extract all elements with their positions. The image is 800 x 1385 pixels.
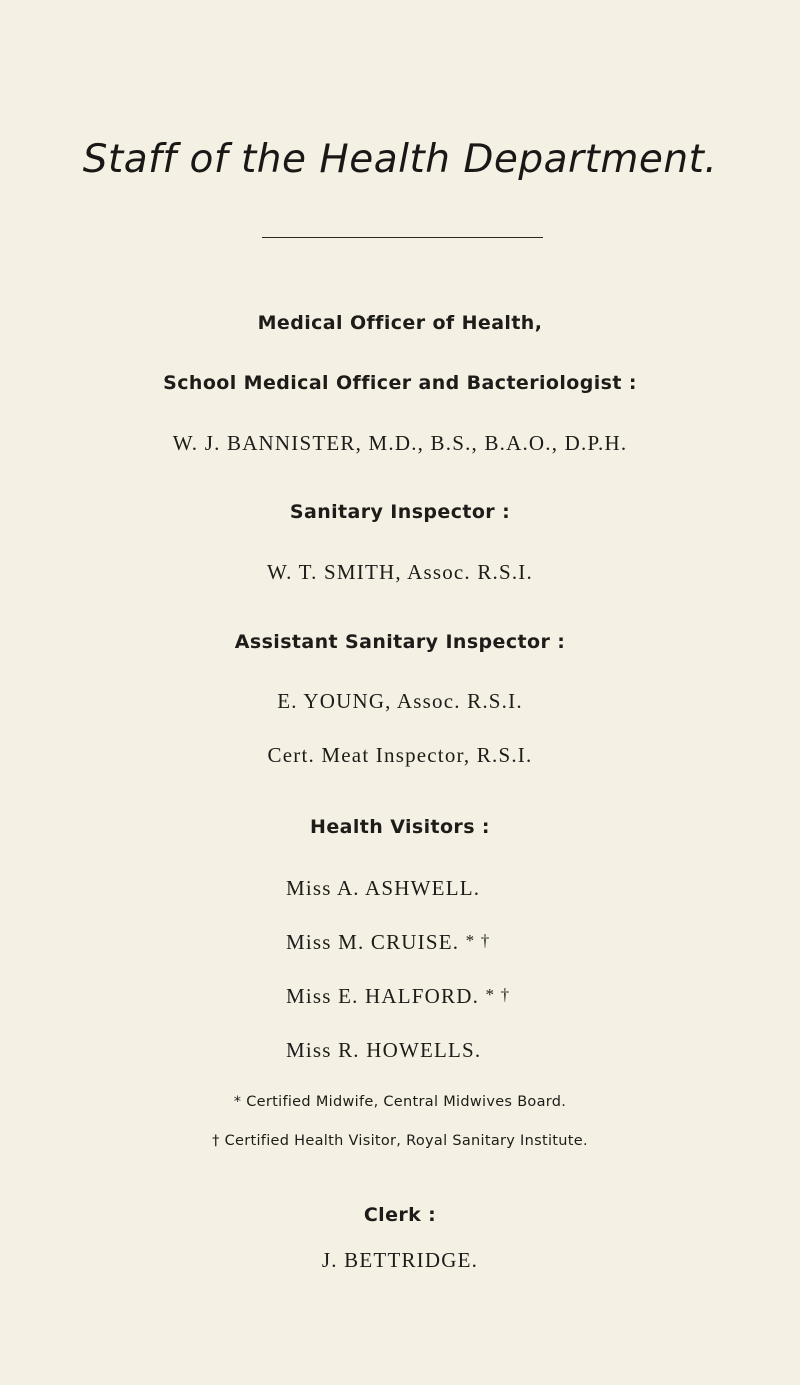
title-divider [262, 237, 543, 238]
footnote-health-visitor: † Certified Health Visitor, Royal Sanitary Institute. [212, 1133, 588, 1149]
medical-officer-heading-line1: Medical Officer of Health, [257, 312, 543, 334]
assistant-sanitary-inspector-qualification: Cert. Meat Inspector, R.S.I. [267, 743, 533, 767]
health-visitor-name: Miss A. ASHWELL. [286, 876, 481, 900]
health-visitor-item [286, 876, 480, 901]
medical-officer-name: W. J. BANNISTER, M.D., B.S., B.A.O., D.P.H. [172, 431, 628, 455]
health-visitor-item [286, 930, 491, 955]
health-visitor-name: Miss E. HALFORD. [286, 984, 480, 1008]
health-visitor-item [286, 1038, 481, 1063]
health-visitor-item [286, 984, 510, 1009]
clerk-heading: Clerk : [363, 1204, 437, 1226]
sanitary-inspector-heading: Sanitary Inspector : [289, 501, 511, 523]
sanitary-inspector-name: W. T. SMITH, Assoc. R.S.I. [267, 560, 533, 584]
clerk-name: J. BETTRIDGE. [321, 1248, 479, 1272]
medical-officer-heading-line2: School Medical Officer and Bacteriologist : [163, 372, 637, 394]
qualification-marks: * † [465, 931, 491, 950]
assistant-sanitary-inspector-name: E. YOUNG, Assoc. R.S.I. [277, 689, 523, 713]
health-visitor-name: Miss R. HOWELLS. [286, 1038, 482, 1062]
page-title: Staff of the Health Department. [82, 137, 718, 182]
qualification-marks: * † [485, 985, 511, 1004]
assistant-sanitary-inspector-heading: Assistant Sanitary Inspector : [234, 631, 566, 653]
health-visitor-name: Miss M. CRUISE. [286, 930, 460, 954]
health-visitors-heading: Health Visitors : [310, 816, 490, 838]
footnote-midwife: * Certified Midwife, Central Midwives Board. [233, 1094, 567, 1110]
